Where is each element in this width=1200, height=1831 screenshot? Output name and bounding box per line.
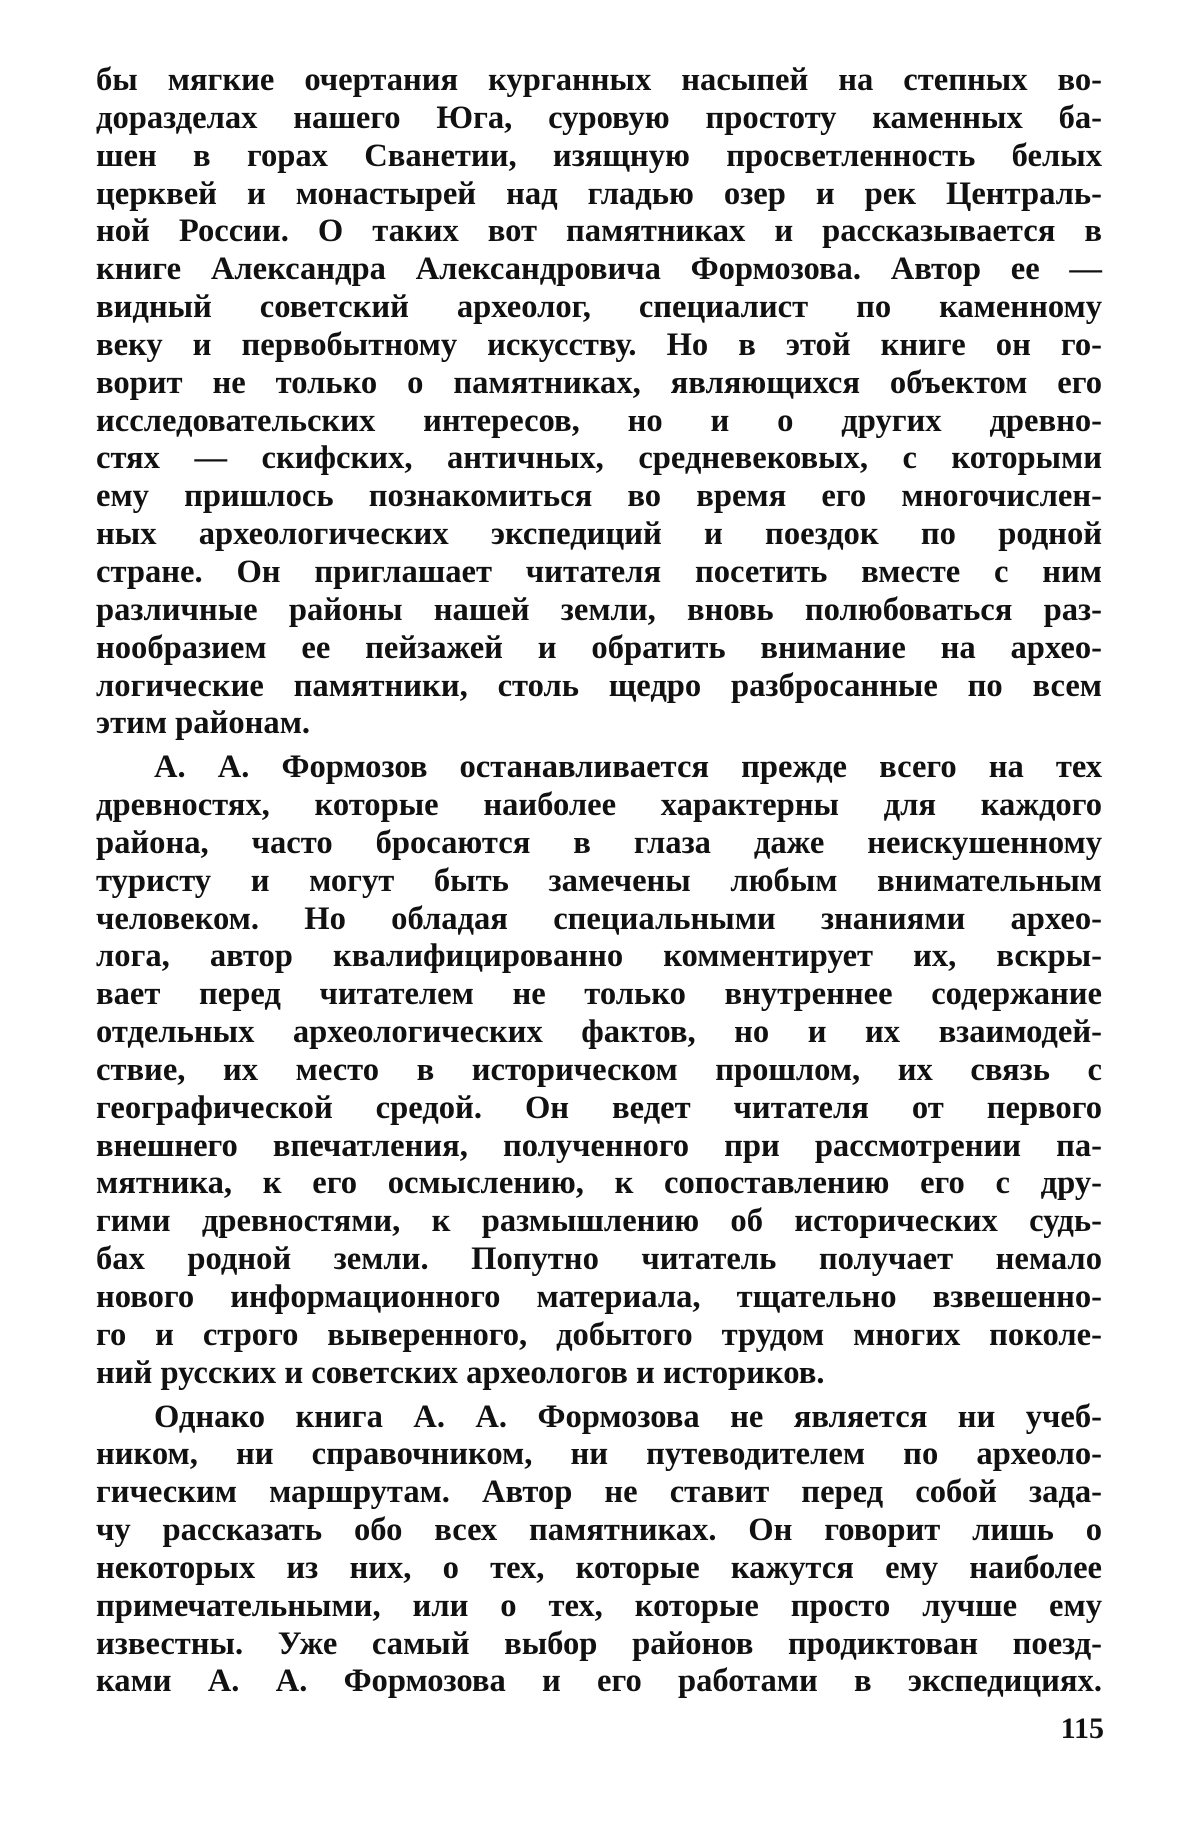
text-line: внешнего впечатления, полученного при рассмотрении па- bbox=[96, 1127, 1102, 1164]
text-line: церквей и монастырей над гладью озер и рек Централь- bbox=[96, 175, 1102, 212]
text-line: ему пришлось познакомиться во время его многочислен- bbox=[96, 478, 1102, 515]
text-line: ной России. О таких вот памятниках и рассказывается в bbox=[96, 213, 1102, 250]
text-line: известны. Уже самый выбор районов продиктован поезд- bbox=[96, 1625, 1102, 1662]
text-line: стране. Он приглашает читателя посетить вместе с ним bbox=[96, 553, 1102, 590]
text-line: человеком. Но обладая специальными знаниями архео- bbox=[96, 900, 1102, 937]
text-line: некоторых из них, о тех, которые кажутся ему наиболее bbox=[96, 1549, 1102, 1586]
text-line: ствие, их место в историческом прошлом, их связь с bbox=[96, 1051, 1102, 1088]
text-line: ний русских и советских археологов и историков. bbox=[96, 1354, 825, 1391]
text-line: этим районам. bbox=[96, 705, 311, 742]
text-line: туристу и могут быть замечены любым внимательным bbox=[96, 862, 1102, 899]
text-line: шен в горах Сванетии, изящную просветленность белых bbox=[96, 137, 1102, 174]
text-line: книге Александра Александровича Формозова. Автор ее — bbox=[96, 251, 1102, 288]
page-number: 115 bbox=[1060, 1712, 1104, 1745]
text-line: стях — скифских, античных, средневековых, с которыми bbox=[96, 440, 1102, 477]
text-line: А. А. Формозов останавливается прежде всего на тех bbox=[154, 749, 1102, 786]
text-line: доразделах нашего Юга, суровую простоту каменных ба- bbox=[96, 99, 1102, 136]
text-line: бах родной земли. Попутно читатель получает немало bbox=[96, 1241, 1102, 1278]
text-line: гими древностями, к размышлению об исторических судь- bbox=[96, 1203, 1102, 1240]
text-line: географической средой. Он ведет читателя от первого bbox=[96, 1089, 1102, 1126]
paragraph bbox=[96, 749, 1102, 1392]
text-line: ных археологических экспедиций и поездок по родной bbox=[96, 516, 1102, 553]
text-line: примечательными, или о тех, которые просто лучше ему bbox=[96, 1587, 1102, 1624]
text-line: Однако книга А. А. Формозова не является ни учеб- bbox=[154, 1398, 1102, 1435]
text-line: ворит не только о памятниках, являющихся объектом его bbox=[96, 364, 1102, 401]
text-line: вает перед читателем не только внутреннее содержание bbox=[96, 976, 1102, 1013]
text-line: различные районы нашей земли, вновь полюбоваться раз- bbox=[96, 591, 1102, 628]
text-line: чу рассказать обо всех памятниках. Он говорит лишь о bbox=[96, 1512, 1102, 1549]
paragraph bbox=[96, 1399, 1102, 1702]
text-line: ками А. А. Формозова и его работами в экспедициях. bbox=[96, 1663, 1102, 1700]
text-line: отдельных археологических фактов, но и их взаимодей- bbox=[96, 1014, 1102, 1051]
text-line: гическим маршрутам. Автор не ставит перед собой зада- bbox=[96, 1474, 1102, 1511]
text-line: древностях, которые наиболее характерны для каждого bbox=[96, 787, 1102, 824]
text-line: мятника, к его осмыслению, к сопоставлению его с дру- bbox=[96, 1165, 1102, 1202]
text-line: го и строго выверенного, добытого трудом многих поколе- bbox=[96, 1316, 1102, 1353]
text-line: логические памятники, столь щедро разбросанные по всем bbox=[96, 667, 1102, 704]
text-line: ником, ни справочником, ни путеводителем по археоло- bbox=[96, 1436, 1102, 1473]
text-line: веку и первобытному искусству. Но в этой книге он го- bbox=[96, 326, 1102, 363]
page-body bbox=[96, 62, 1102, 1701]
text-line: нового информационного материала, тщательно взвешенно- bbox=[96, 1279, 1102, 1315]
text-line: района, часто бросаются в глаза даже неискушенному bbox=[96, 824, 1102, 861]
text-line: лога, автор квалифицированно комментирует их, вскры- bbox=[96, 938, 1102, 975]
text-line: исследовательских интересов, но и о других древно- bbox=[96, 402, 1102, 439]
text-line: нообразием ее пейзажей и обратить внимание на архео- bbox=[96, 629, 1102, 666]
text-line: видный советский археолог, специалист по каменному bbox=[96, 289, 1102, 326]
paragraph bbox=[96, 62, 1102, 743]
text-column bbox=[96, 62, 1102, 1701]
text-line: бы мягкие очертания курганных насыпей на степных во- bbox=[96, 62, 1102, 98]
